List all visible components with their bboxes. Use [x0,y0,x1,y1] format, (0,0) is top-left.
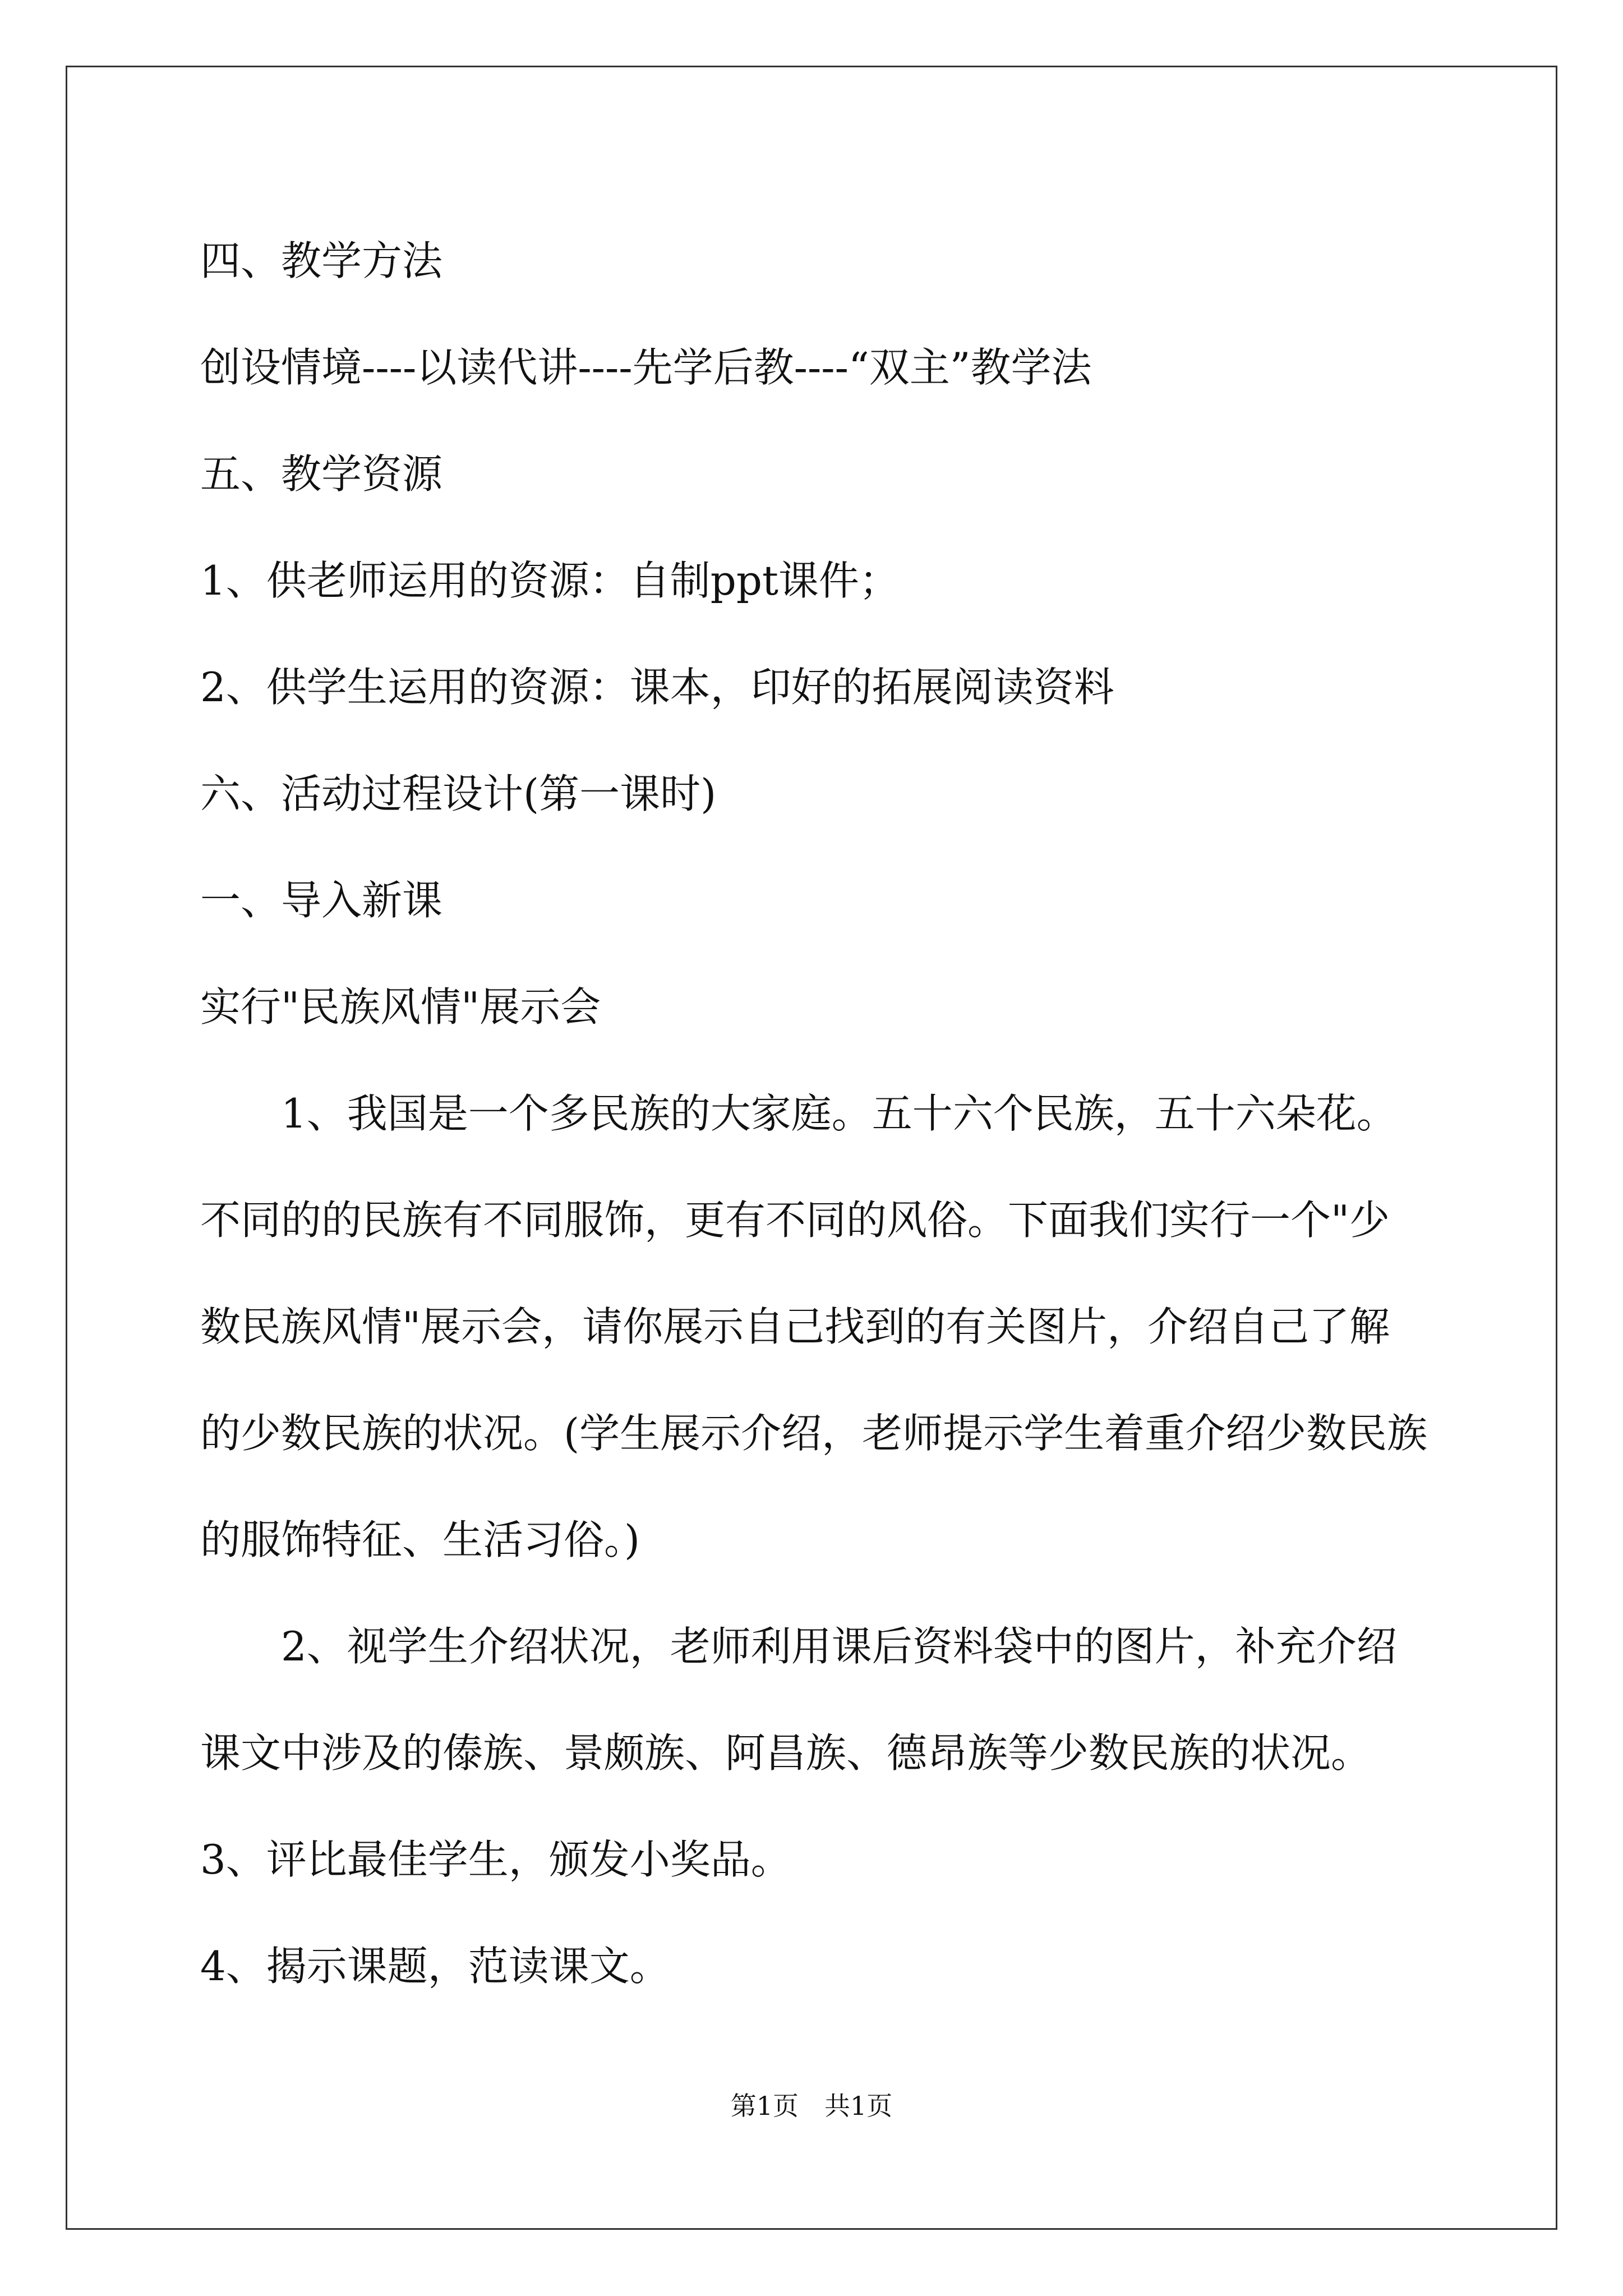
heading-teaching-methods: 四、教学方法 [200,237,443,284]
teaching-methods-text: 创设情境----以读代讲----先学后教----“双主”教学法 [200,344,1092,391]
step-1-paragraph: 1、我国是一个多民族的大家庭。五十六个民族，五十六朵花。不同的的民族有不同服饰，更有不同的风俗。下面我们实行一个"少数民族风情"展示会，请你展示自己找到的有关图片，介绍自己了解的少数民族的状况。(学生展示介绍，老师提示学生着重介绍少数民族的服饰特征、生活习俗。) [200,1090,1428,1563]
intro-showcase-text: 实行"民族风情"展示会 [200,983,601,1030]
page-footer: 第1页 共1页 [730,2091,893,2121]
step-4-paragraph: 4、揭示课题，范读课文。 [200,1943,670,1990]
heading-teaching-resources: 五、教学资源 [200,450,443,498]
resource-item-student: 2、供学生运用的资源：课本，印好的拓展阅读资料 [200,664,1114,711]
step-3-paragraph: 3、评比最佳学生，颁发小奖品。 [200,1836,791,1883]
heading-activity-design: 六、活动过程设计(第一课时) [200,770,717,817]
document-body [200,208,1428,2019]
resource-item-teacher: 1、供老师运用的资源：自制ppt课件； [200,557,900,604]
step-2-paragraph: 2、视学生介绍状况，老师利用课后资料袋中的图片，补充介绍课文中涉及的傣族、景颇族、阿昌族、德昂族等少数民族的状况。 [200,1623,1397,1777]
heading-intro-lesson: 一、导入新课 [200,877,443,924]
